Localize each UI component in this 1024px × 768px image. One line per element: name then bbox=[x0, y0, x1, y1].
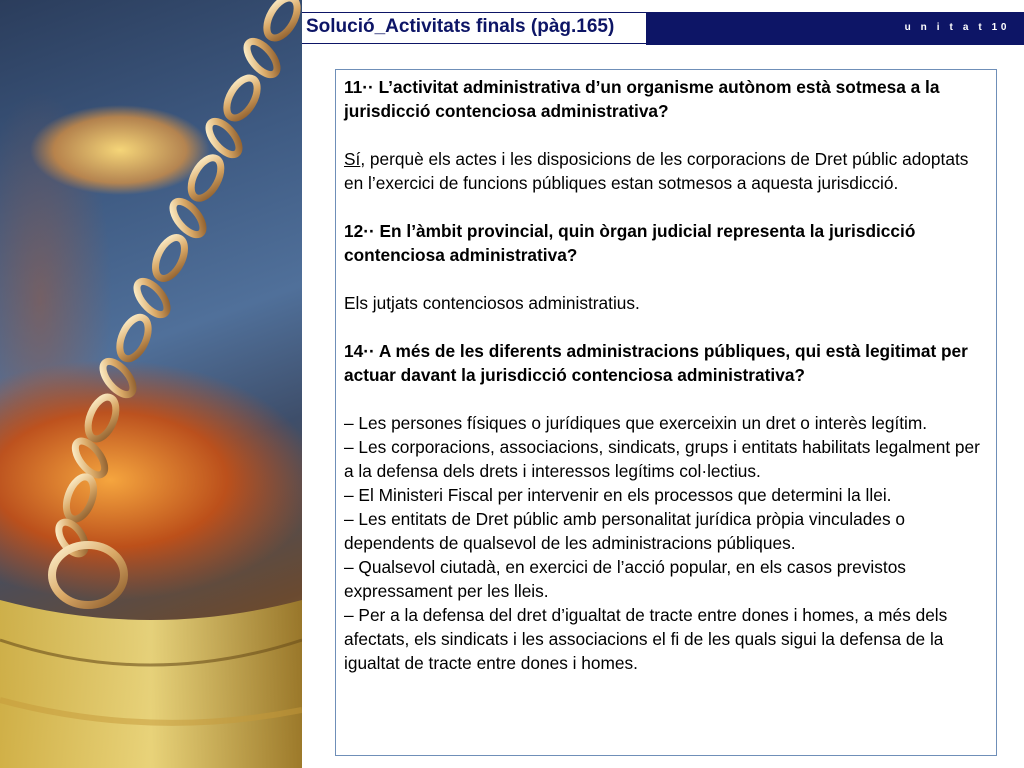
answer-12: Els jutjats contenciosos administratius. bbox=[344, 293, 640, 313]
answer-14-item: – Per a la defensa del dret d’igualtat de tracte entre dones i homes, a més dels afectats, els sindicats i les associacions el fi de les quals sigui la defensa de la igualtat de tracte entre dones i homes. bbox=[344, 605, 948, 673]
chain-illustration bbox=[0, 0, 302, 768]
answer-14-item: – Les entitats de Dret públic amb personalitat jurídica pròpia vinculades o dependents de qualsevol de les administracions públiques. bbox=[344, 509, 905, 553]
answer-14-item: – Qualsevol ciutadà, en exercici de l’acció popular, en els casos previstos expressament per les lleis. bbox=[344, 557, 906, 601]
unit-label: u n i t a t 10 bbox=[904, 22, 1010, 33]
answer-11 bbox=[344, 147, 989, 195]
answer-14-item: – Les corporacions, associacions, sindicats, grups i entitats habilitats legalment per a la defensa dels drets i interessos legítims col·lectius. bbox=[344, 437, 980, 481]
content-text bbox=[344, 75, 989, 675]
ring-icon bbox=[52, 545, 124, 605]
answer-14-item: – El Ministeri Fiscal per intervenir en els processos que determini la llei. bbox=[344, 485, 892, 505]
unit-header-bar bbox=[646, 12, 1024, 45]
question-11: 11·· L’activitat administrativa d’un organisme autònom està sotmesa a la jurisdicció contenciosa administrativa? bbox=[344, 77, 940, 121]
answer-11-text: , perquè els actes i les disposicions de les corporacions de Dret públic adoptats en l’exercici de funcions públiques estan sotmesos a aquesta jurisdicció. bbox=[344, 149, 969, 193]
question-12: 12·· En l’àmbit provincial, quin òrgan judicial representa la jurisdicció contenciosa administrativa? bbox=[344, 221, 916, 265]
page-title: Solució_Activitats finals (pàg.165) bbox=[306, 16, 615, 37]
answer-14-item: – Les persones físiques o jurídiques que exerceixin un dret o interès legítim. bbox=[344, 413, 928, 433]
scales-of-justice-photo bbox=[0, 0, 302, 768]
question-14: 14·· A més de les diferents administracions públiques, qui està legitimat per actuar davant la jurisdicció contenciosa administrativa? bbox=[344, 341, 968, 385]
answer-11-lead: Sí bbox=[344, 149, 361, 169]
